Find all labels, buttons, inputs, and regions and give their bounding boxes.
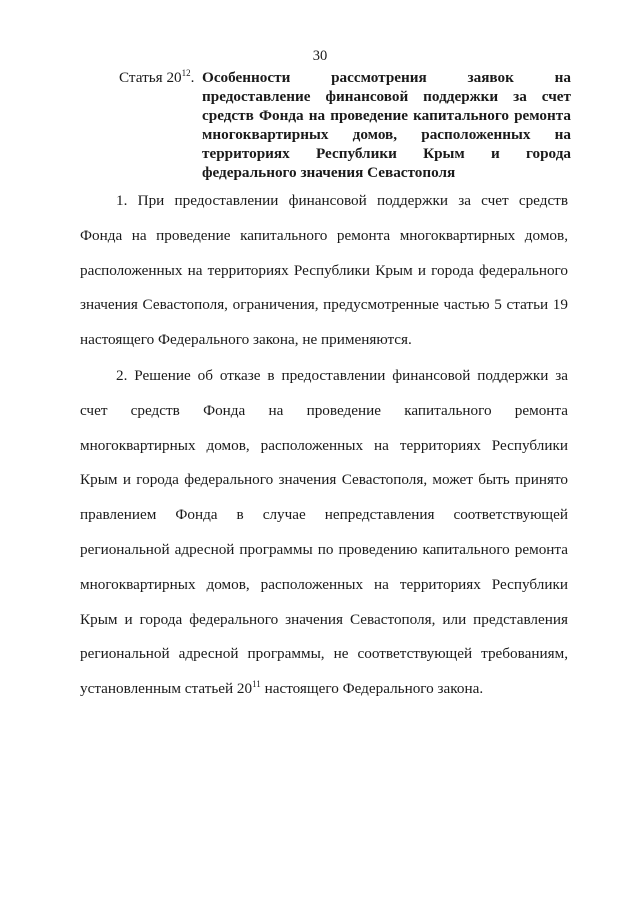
article-label xyxy=(119,68,194,87)
paragraph-1: 1. При предоставлении финансовой поддержки за счет средств Фонда на проведение капитального ремонта многоквартирных домов, расположенных на территориях Республики Крым и города федерального значения Севастополя, ограничения, предусмотренные частью 5 статьи 19 настоящего Федерального закона, не применяются. xyxy=(80,192,568,349)
paragraph-2-superscript: 11 xyxy=(252,679,261,690)
paragraph-2-tail: настоящего Федерального закона. xyxy=(260,680,484,698)
article-heading xyxy=(119,68,571,182)
article-title: Особенности рассмотрения заявок на предоставление финансовой поддержки за счет средств Фонда на проведение капитального ремонта многоквартирных домов, расположенных на территориях Республики Крым и города федерального значения Севастополя xyxy=(202,69,571,181)
page-number: 30 xyxy=(312,48,328,64)
paragraph-2 xyxy=(80,359,568,707)
paragraph-2-text: 2. Решение об отказе в предоставлении финансовой поддержки за счет средств Фонда на проведение капитального ремонта многоквартирных домов, расположенных на территориях Республики Крым и города федерального значения Севастополя, может быть принято правлением Фонда в случае непредставления соответствующей региональной адресной программы по проведению капитального ремонта многоквартирных домов, расположенных на территориях Республики Крым и города федерального значения Севастополя, или представления региональной адресной программы, не соответствующей требованиям, установленным статьей 20 xyxy=(80,367,568,698)
article-label-text: Статья 20 xyxy=(119,69,182,86)
article-label-superscript: 12 xyxy=(181,68,191,78)
article-label-suffix: . xyxy=(190,69,195,86)
